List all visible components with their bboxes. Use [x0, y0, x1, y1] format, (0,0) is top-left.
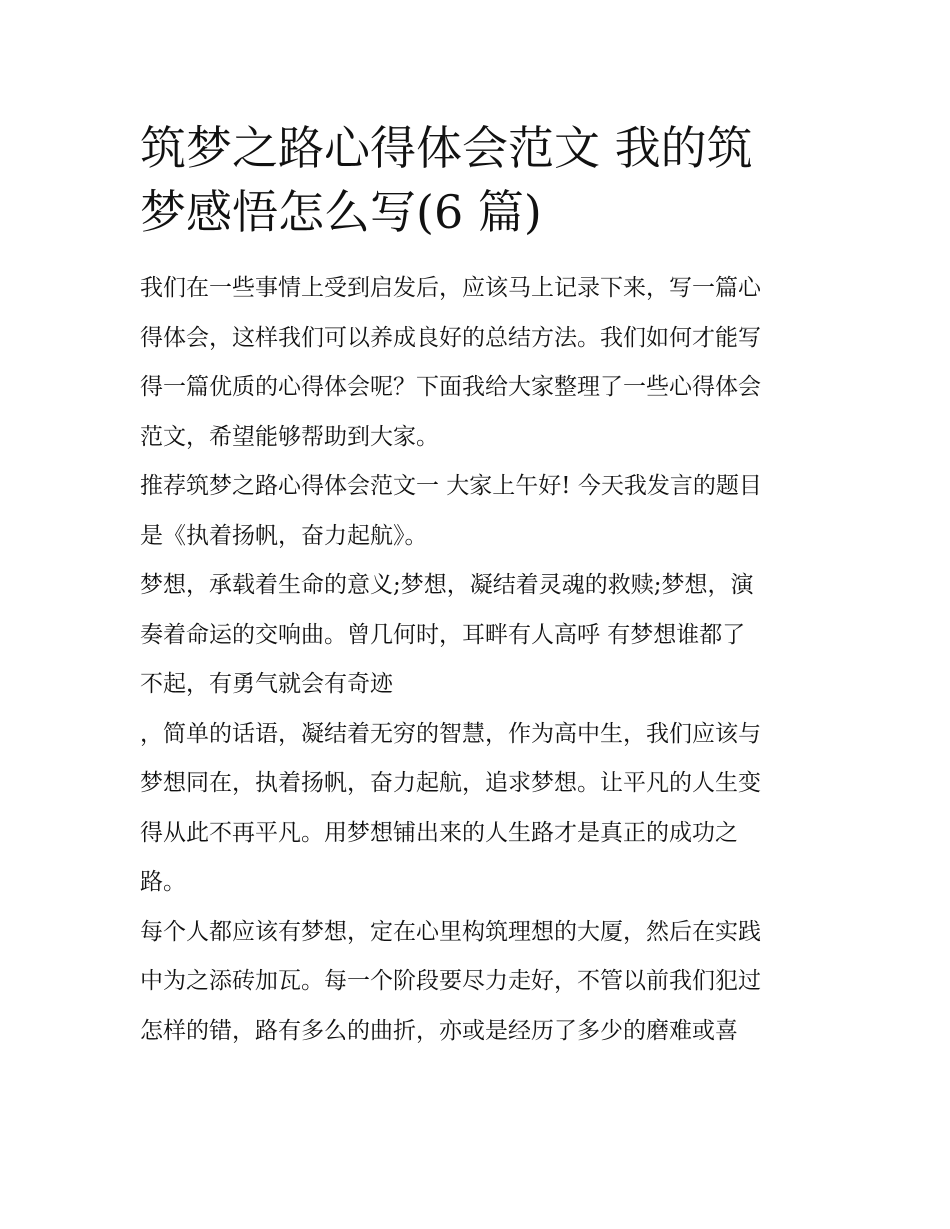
paragraph-line: 得一篇优质的心得体会呢？下面我给大家整理了一些心得体会: [140, 374, 761, 400]
paragraph-line: 范文，希望能够帮助到大家。: [140, 423, 439, 450]
paragraph-line: 梦想，承载着生命的意义;梦想，凝结着灵魂的救赎;梦想，演: [140, 572, 754, 598]
title-line-2: 梦感悟怎么写(6 篇): [140, 185, 542, 239]
paragraph-recommendation: [140, 462, 812, 561]
paragraph-everyone-dream: [140, 908, 812, 1057]
paragraph-line: 中为之添砖加瓦。每一个阶段要尽力走好，不管以前我们犯过: [140, 968, 761, 994]
paragraph-line: 不起，有勇气就会有奇迹: [140, 671, 393, 697]
title-line-1: 筑梦之路心得体会范文 我的筑: [140, 121, 753, 175]
paragraph-line: 梦想同在，执着扬帆，奋力起航，追求梦想。让平凡的人生变: [140, 770, 761, 796]
paragraph-line: 每个人都应该有梦想，定在心里构筑理想的大厦，然后在实践: [140, 918, 761, 945]
paragraph-intro: [140, 264, 812, 462]
paragraph-line: 是《执着扬帆，奋力起航》。: [140, 522, 428, 549]
paragraph-line: 奏着命运的交响曲。曾几何时，耳畔有人高呼 有梦想谁都了: [140, 621, 746, 648]
paragraph-line: 我们在一些事情上受到启发后，应该马上记录下来，写一篇心: [140, 275, 761, 301]
paragraph-line: 怎样的错，路有多么的曲折，亦或是经历了多少的磨难或喜: [140, 1017, 738, 1044]
paragraph-line: 推荐筑梦之路心得体会范文一 大家上午好! 今天我发言的题目: [140, 473, 762, 499]
paragraph-pursue-dream: [140, 710, 812, 908]
paragraph-line: ，简单的话语，凝结着无穷的智慧，作为高中生，我们应该与: [140, 720, 761, 747]
paragraph-line: 路。: [140, 869, 186, 895]
page-title: [140, 116, 810, 244]
paragraph-dream-meaning: [140, 561, 812, 710]
document-body: [140, 264, 810, 1056]
paragraph-line: 得从此不再平凡。用梦想铺出来的人生路才是真正的成功之: [140, 819, 738, 846]
paragraph-line: 得体会，这样我们可以养成良好的总结方法。我们如何才能写: [140, 324, 761, 351]
